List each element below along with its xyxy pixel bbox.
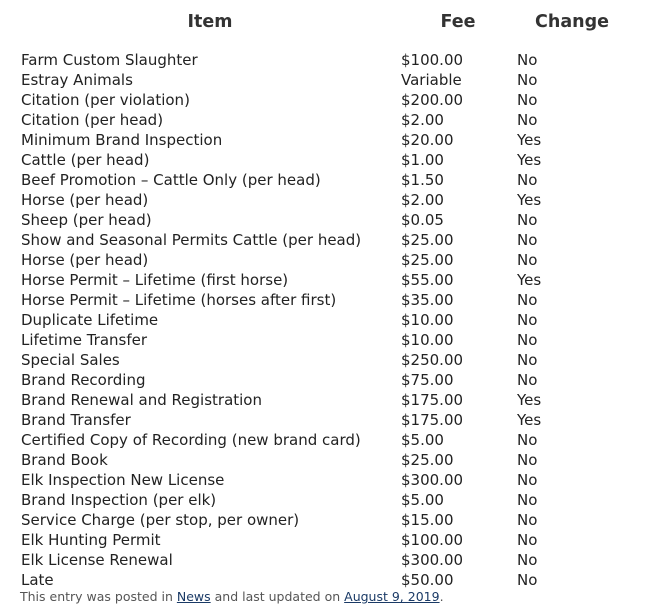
row-change-cell: No bbox=[517, 491, 538, 509]
row-item-cell: Elk Inspection New License bbox=[21, 471, 225, 489]
row-item-cell: Brand Transfer bbox=[21, 411, 131, 429]
row-change-cell: No bbox=[517, 91, 538, 109]
fee-table-body bbox=[0, 50, 656, 590]
footer-prefix: This entry was posted in bbox=[20, 589, 177, 604]
table-row bbox=[0, 390, 656, 410]
row-fee-cell: $175.00 bbox=[401, 391, 464, 409]
row-fee-cell: $300.00 bbox=[401, 471, 464, 489]
updated-date-link[interactable]: August 9, 2019 bbox=[344, 589, 440, 604]
row-fee-cell: $5.00 bbox=[401, 491, 444, 509]
table-row bbox=[0, 50, 656, 70]
row-item-cell: Brand Recording bbox=[21, 371, 146, 389]
header-change: Change bbox=[535, 12, 609, 32]
row-change-cell: Yes bbox=[517, 191, 542, 209]
row-item-cell: Cattle (per head) bbox=[21, 151, 150, 169]
header-item: Item bbox=[187, 12, 233, 32]
row-fee-cell: $2.00 bbox=[401, 191, 444, 209]
row-fee-cell: $15.00 bbox=[401, 511, 454, 529]
row-item-cell: Certified Copy of Recording (new brand card) bbox=[21, 431, 361, 449]
row-fee-cell: $5.00 bbox=[401, 431, 444, 449]
row-item-cell: Late bbox=[21, 571, 54, 589]
row-fee-cell: $35.00 bbox=[401, 291, 454, 309]
row-fee-cell: $10.00 bbox=[401, 311, 454, 329]
table-row bbox=[0, 210, 656, 230]
row-item-cell: Minimum Brand Inspection bbox=[21, 131, 223, 149]
row-item-cell: Citation (per violation) bbox=[21, 91, 190, 109]
table-row bbox=[0, 270, 656, 290]
row-change-cell: No bbox=[517, 571, 538, 589]
row-item-cell: Elk Hunting Permit bbox=[21, 531, 161, 549]
footer-middle: and last updated on bbox=[210, 589, 345, 604]
row-fee-cell: $50.00 bbox=[401, 571, 454, 589]
row-item-cell: Beef Promotion – Cattle Only (per head) bbox=[21, 171, 321, 189]
footer-suffix: . bbox=[439, 589, 444, 604]
row-change-cell: No bbox=[517, 371, 538, 389]
row-change-cell: No bbox=[517, 211, 538, 229]
row-item-cell: Horse (per head) bbox=[21, 191, 149, 209]
entry-footer bbox=[20, 589, 444, 604]
table-row bbox=[0, 330, 656, 350]
table-row bbox=[0, 150, 656, 170]
row-change-cell: No bbox=[517, 311, 538, 329]
table-row bbox=[0, 290, 656, 310]
table-row bbox=[0, 90, 656, 110]
row-fee-cell: $1.50 bbox=[401, 171, 444, 189]
category-link-news[interactable]: News bbox=[176, 589, 211, 604]
row-change-cell: Yes bbox=[517, 151, 542, 169]
row-change-cell: No bbox=[517, 431, 538, 449]
table-row bbox=[0, 370, 656, 390]
table-row bbox=[0, 250, 656, 270]
row-item-cell: Show and Seasonal Permits Cattle (per head) bbox=[21, 231, 362, 249]
row-fee-cell: $0.05 bbox=[401, 211, 444, 229]
row-change-cell: No bbox=[517, 471, 538, 489]
table-row bbox=[0, 470, 656, 490]
row-fee-cell: $250.00 bbox=[401, 351, 464, 369]
row-item-cell: Farm Custom Slaughter bbox=[21, 51, 198, 69]
row-item-cell: Elk License Renewal bbox=[21, 551, 173, 569]
row-fee-cell: $20.00 bbox=[401, 131, 454, 149]
row-change-cell: No bbox=[517, 351, 538, 369]
table-row bbox=[0, 490, 656, 510]
row-change-cell: No bbox=[517, 51, 538, 69]
row-item-cell: Lifetime Transfer bbox=[21, 331, 148, 349]
row-item-cell: Citation (per head) bbox=[21, 111, 164, 129]
row-item-cell: Brand Renewal and Registration bbox=[21, 391, 262, 409]
row-change-cell: Yes bbox=[517, 271, 542, 289]
row-change-cell: No bbox=[517, 251, 538, 269]
row-fee-cell: $25.00 bbox=[401, 251, 454, 269]
header-fee: Fee bbox=[440, 12, 476, 32]
row-item-cell: Brand Inspection (per elk) bbox=[21, 491, 217, 509]
row-fee-cell: $200.00 bbox=[401, 91, 464, 109]
table-row bbox=[0, 190, 656, 210]
row-change-cell: No bbox=[517, 231, 538, 249]
row-fee-cell: $175.00 bbox=[401, 411, 464, 429]
table-row bbox=[0, 110, 656, 130]
row-fee-cell: $55.00 bbox=[401, 271, 454, 289]
row-item-cell: Estray Animals bbox=[21, 71, 133, 89]
table-row bbox=[0, 570, 656, 590]
row-change-cell: Yes bbox=[517, 131, 542, 149]
row-fee-cell: $300.00 bbox=[401, 551, 464, 569]
row-fee-cell: Variable bbox=[401, 71, 462, 89]
row-fee-cell: $10.00 bbox=[401, 331, 454, 349]
row-change-cell: No bbox=[517, 531, 538, 549]
row-fee-cell: $1.00 bbox=[401, 151, 444, 169]
row-change-cell: Yes bbox=[517, 411, 542, 429]
row-change-cell: No bbox=[517, 291, 538, 309]
row-item-cell: Horse Permit – Lifetime (horses after first) bbox=[21, 291, 337, 309]
row-fee-cell: $2.00 bbox=[401, 111, 444, 129]
row-change-cell: No bbox=[517, 111, 538, 129]
row-change-cell: No bbox=[517, 331, 538, 349]
row-change-cell: Yes bbox=[517, 391, 542, 409]
row-change-cell: No bbox=[517, 71, 538, 89]
row-item-cell: Service Charge (per stop, per owner) bbox=[21, 511, 300, 529]
row-change-cell: No bbox=[517, 171, 538, 189]
table-row bbox=[0, 510, 656, 530]
row-item-cell: Special Sales bbox=[21, 351, 120, 369]
row-fee-cell: $100.00 bbox=[401, 531, 464, 549]
table-row bbox=[0, 70, 656, 90]
row-change-cell: No bbox=[517, 551, 538, 569]
row-item-cell: Sheep (per head) bbox=[21, 211, 152, 229]
table-row bbox=[0, 230, 656, 250]
table-row bbox=[0, 530, 656, 550]
table-row bbox=[0, 350, 656, 370]
row-fee-cell: $25.00 bbox=[401, 231, 454, 249]
table-row bbox=[0, 130, 656, 150]
table-row bbox=[0, 170, 656, 190]
row-fee-cell: $75.00 bbox=[401, 371, 454, 389]
table-row bbox=[0, 310, 656, 330]
table-row bbox=[0, 410, 656, 430]
row-item-cell: Horse (per head) bbox=[21, 251, 149, 269]
table-row bbox=[0, 550, 656, 570]
row-fee-cell: $25.00 bbox=[401, 451, 454, 469]
row-fee-cell: $100.00 bbox=[401, 51, 464, 69]
table-row bbox=[0, 430, 656, 450]
row-change-cell: No bbox=[517, 511, 538, 529]
row-change-cell: No bbox=[517, 451, 538, 469]
row-item-cell: Duplicate Lifetime bbox=[21, 311, 159, 329]
row-item-cell: Brand Book bbox=[21, 451, 108, 469]
table-row bbox=[0, 450, 656, 470]
row-item-cell: Horse Permit – Lifetime (first horse) bbox=[21, 271, 289, 289]
